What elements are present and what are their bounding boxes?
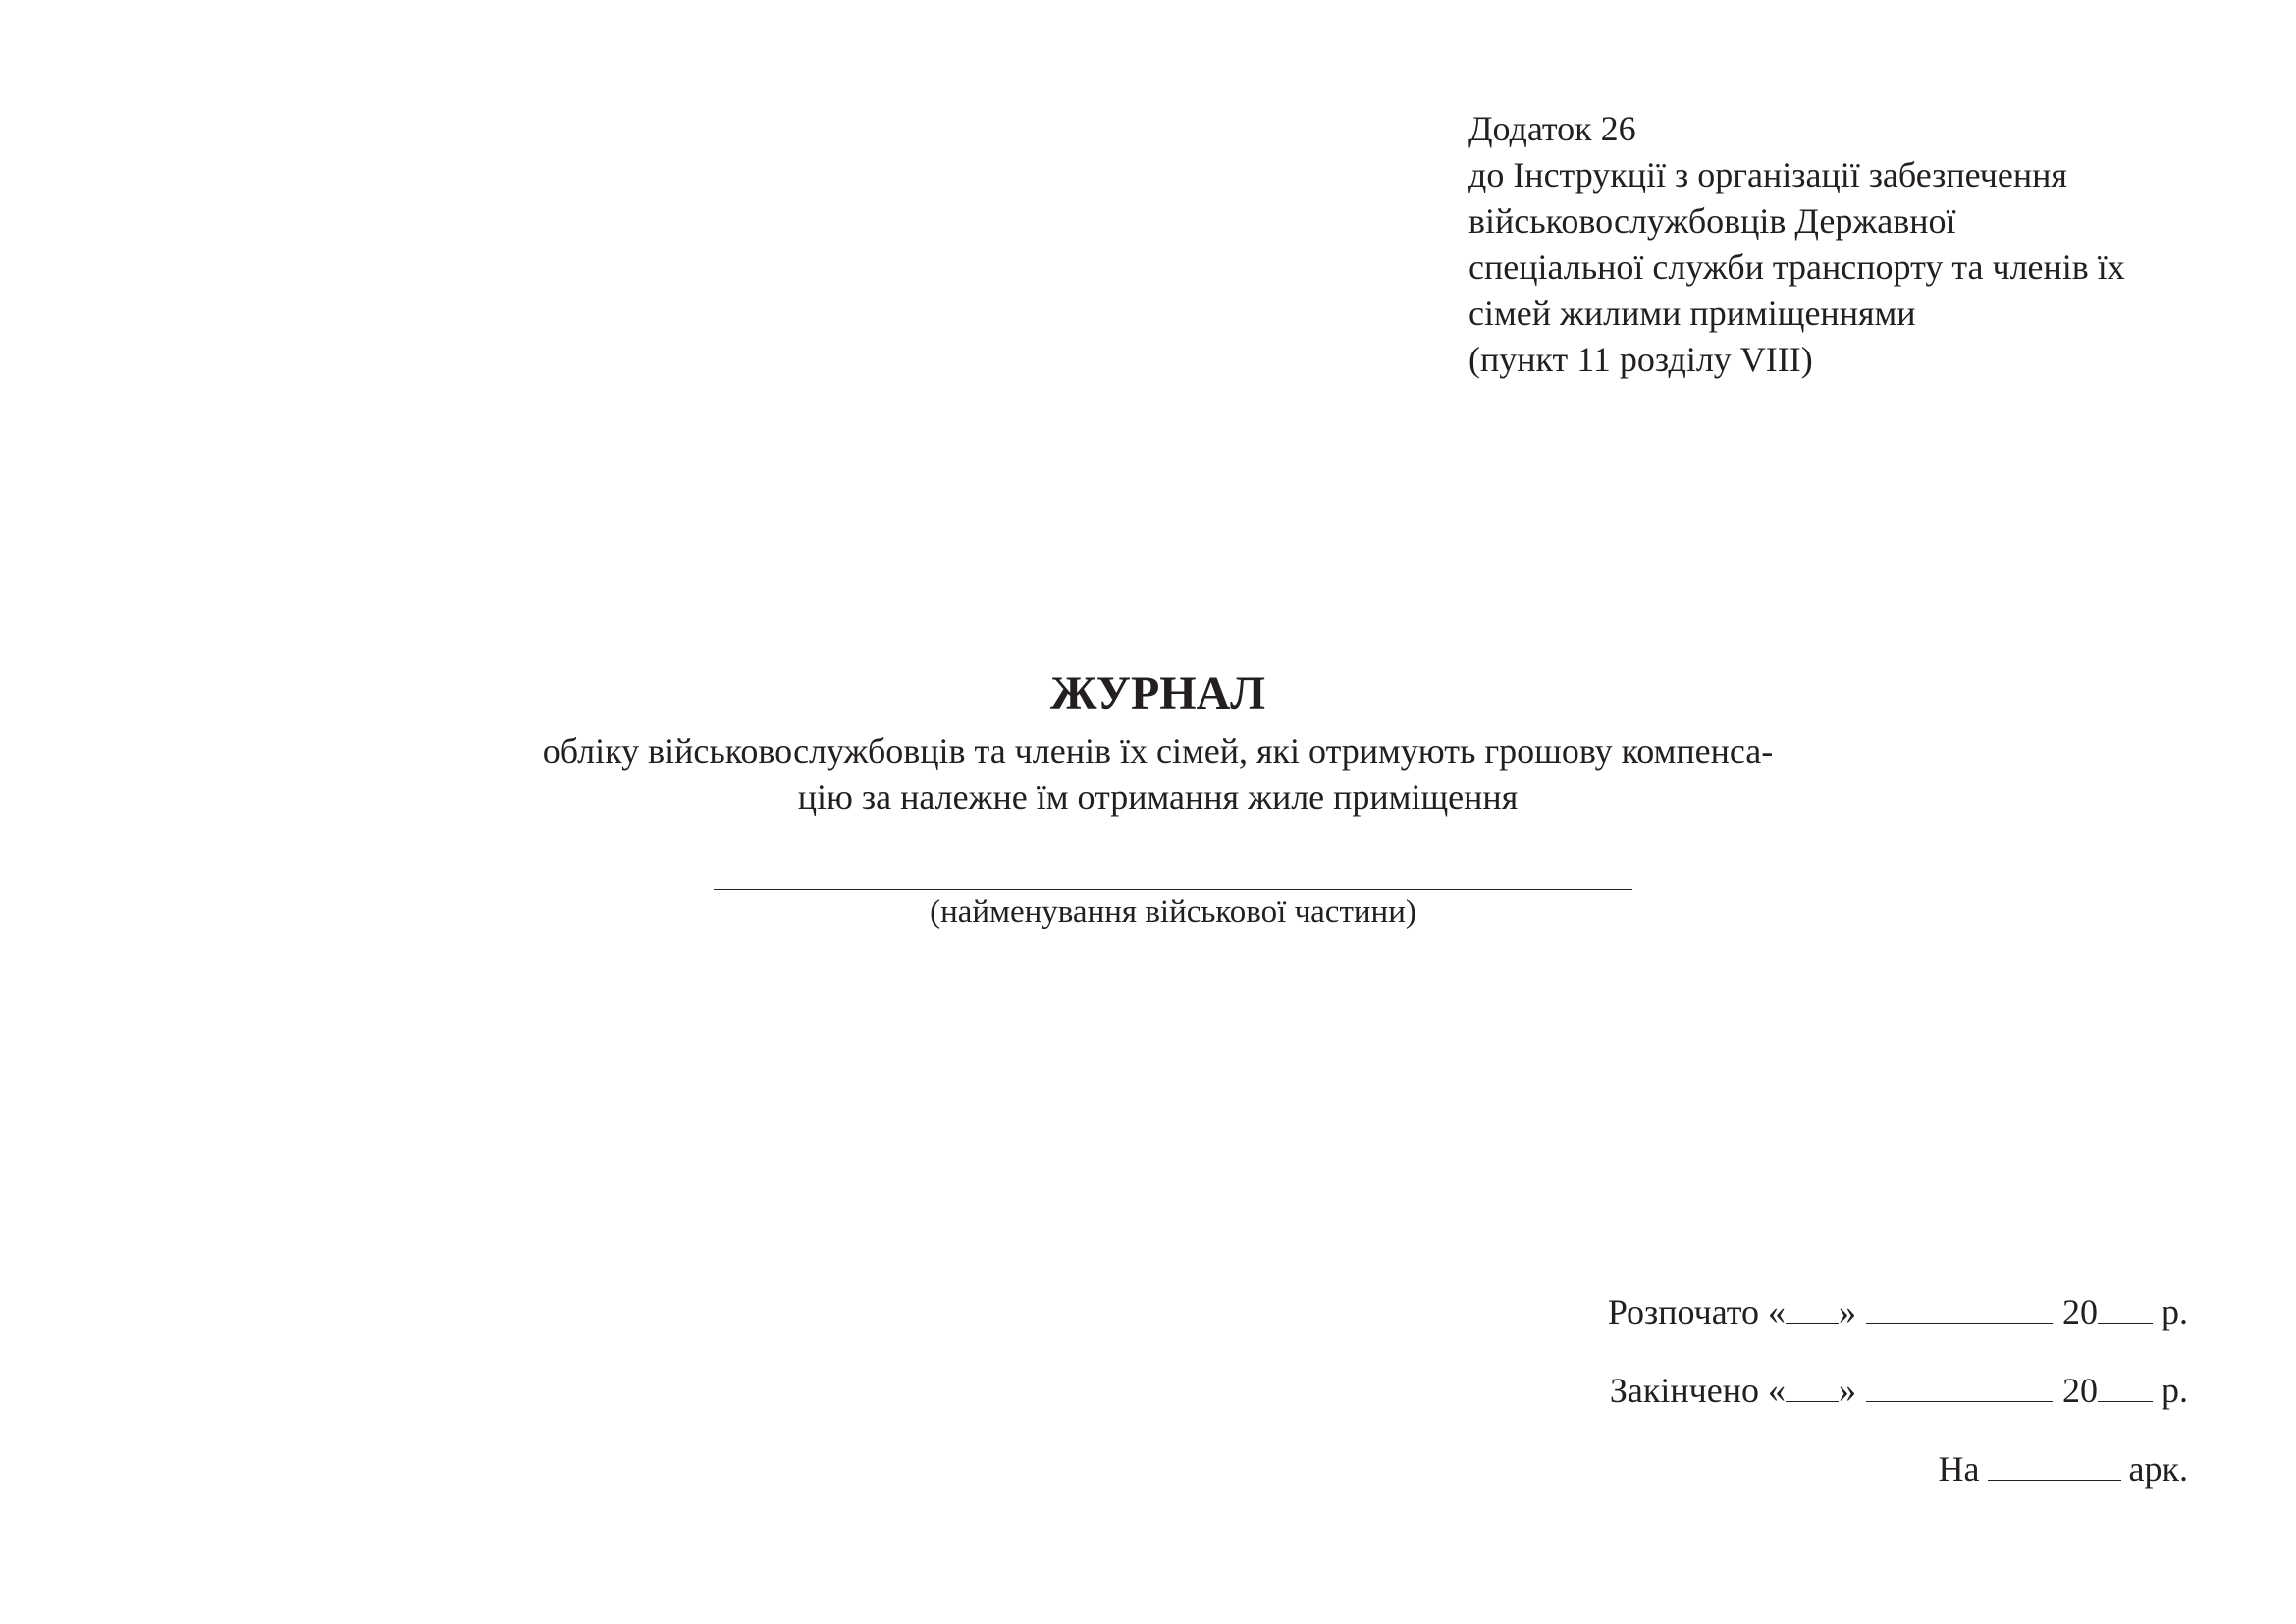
started-month-blank[interactable] <box>1866 1291 2053 1324</box>
appendix-line: до Інструкції з організації забезпечення <box>1468 155 2067 194</box>
journal-title-block <box>0 660 2296 821</box>
started-day-blank[interactable] <box>1786 1291 1839 1324</box>
sheets-count-blank[interactable] <box>1988 1448 2121 1481</box>
sheets-suffix: арк. <box>2128 1449 2188 1489</box>
year-prefix: 20 <box>2062 1371 2098 1410</box>
sheets-row <box>1608 1441 2188 1520</box>
finished-month-blank[interactable] <box>1866 1370 2053 1402</box>
quote-close: » <box>1839 1292 1856 1331</box>
year-suffix: р. <box>2153 1292 2188 1331</box>
appendix-line: сімей жилими приміщеннями <box>1468 294 1916 333</box>
journal-subtitle-line: цію за належне їм отримання жиле приміщення <box>797 778 1519 817</box>
finished-row <box>1608 1363 2188 1441</box>
finished-day-blank[interactable] <box>1786 1370 1839 1402</box>
journal-title: ЖУРНАЛ <box>1049 668 1266 720</box>
quote-close: » <box>1839 1371 1856 1410</box>
started-year-blank[interactable] <box>2098 1291 2153 1324</box>
appendix-block <box>1468 106 2254 383</box>
journal-subtitle-line: обліку військовослужбовців та членів їх сімей, які отримують грошову компенса- <box>542 731 1774 771</box>
appendix-line: Додаток 26 <box>1468 109 1636 148</box>
sheets-prefix: На <box>1938 1449 1980 1489</box>
appendix-line: військовослужбовців Державної <box>1468 201 1956 241</box>
unit-name-caption: (найменування військової частини) <box>930 894 1416 930</box>
appendix-line: спеціальної служби транспорту та членів їх <box>1468 247 2125 287</box>
finished-label: Закінчено « <box>1609 1371 1786 1410</box>
appendix-line: (пункт 11 розділу VIII) <box>1468 340 1813 379</box>
started-row <box>1608 1284 2188 1363</box>
unit-name-line[interactable] <box>714 889 1632 890</box>
started-label: Розпочато « <box>1607 1292 1786 1331</box>
dates-block <box>1608 1284 2188 1520</box>
finished-year-blank[interactable] <box>2098 1370 2153 1402</box>
year-suffix: р. <box>2153 1371 2188 1410</box>
year-prefix: 20 <box>2062 1292 2098 1331</box>
